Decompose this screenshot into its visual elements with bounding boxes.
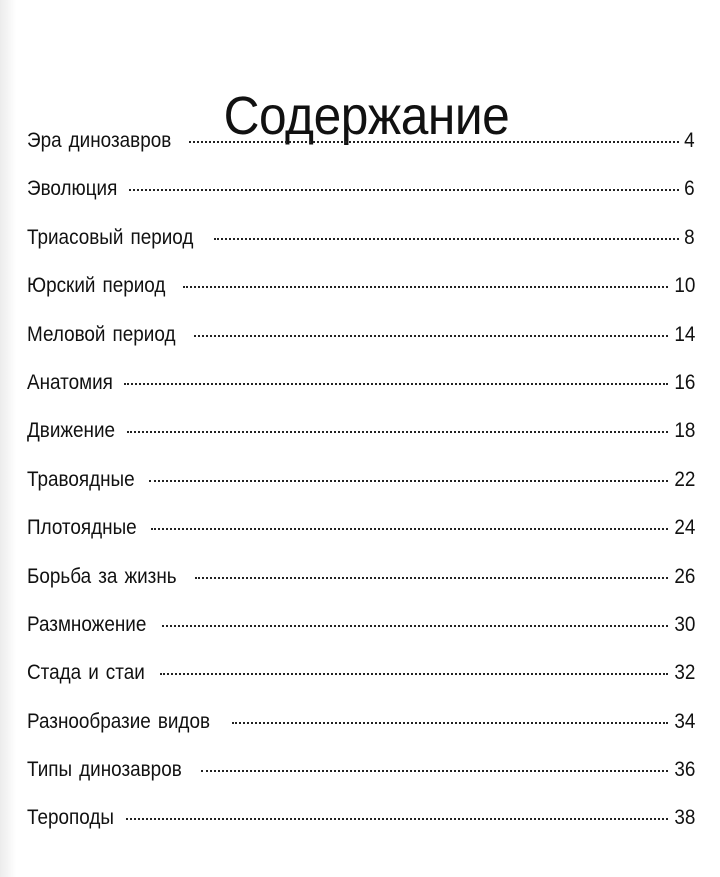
toc-entry[interactable] xyxy=(27,174,695,222)
toc-entry[interactable] xyxy=(27,755,695,803)
toc-entry-page: 22 xyxy=(673,467,695,491)
toc-entry[interactable] xyxy=(27,320,695,368)
toc-entry-label: Анатомия xyxy=(27,370,113,394)
toc-entry-label: Разнообразие видов xyxy=(27,709,211,733)
toc-dot-leader xyxy=(201,769,668,772)
toc-dot-leader xyxy=(183,285,668,288)
toc-entry-label: Типы динозавров xyxy=(27,758,182,782)
toc-entry-label: Стада и стаи xyxy=(27,661,145,685)
toc-entry[interactable] xyxy=(27,610,695,658)
toc-entry[interactable] xyxy=(27,223,695,271)
toc-entry-label: Травоядные xyxy=(27,467,135,491)
toc-dot-leader xyxy=(160,672,668,675)
toc-entry-label: Юрский период xyxy=(27,274,166,298)
toc-entry-label: Движение xyxy=(27,419,116,443)
toc-entry-label: Плотоядные xyxy=(27,516,137,540)
toc-entry[interactable] xyxy=(27,562,695,610)
toc-entry-page: 26 xyxy=(673,564,695,588)
toc-dot-leader xyxy=(162,624,668,627)
toc-entry[interactable] xyxy=(27,368,695,416)
page-title: Содержание xyxy=(223,86,510,147)
toc-entry-label: Триасовый период xyxy=(27,225,194,249)
toc-entry[interactable] xyxy=(27,803,695,851)
toc-entry-page: 38 xyxy=(673,806,695,830)
toc-entry-page: 24 xyxy=(673,516,695,540)
toc-entry-page: 6 xyxy=(684,177,695,201)
toc-entry-page: 32 xyxy=(673,661,695,685)
toc-dot-leader xyxy=(129,188,679,191)
toc-entry-page: 10 xyxy=(673,274,695,298)
toc-entry-page: 14 xyxy=(673,322,695,346)
toc-entry-label: Размножение xyxy=(27,612,147,636)
toc-dot-leader xyxy=(124,382,667,385)
toc-entry-label: Эволюция xyxy=(27,177,118,201)
toc-entry[interactable] xyxy=(27,416,695,464)
toc-entry[interactable] xyxy=(27,658,695,706)
toc-entry[interactable] xyxy=(27,126,695,174)
page-gutter-shadow xyxy=(0,0,16,877)
toc-entry-page: 34 xyxy=(673,709,695,733)
toc-dot-leader xyxy=(151,527,668,530)
toc-entry-page: 30 xyxy=(673,612,695,636)
toc-dot-leader xyxy=(126,817,668,820)
table-of-contents xyxy=(27,126,695,852)
toc-entry-page: 8 xyxy=(684,225,695,249)
toc-entry-label: Борьба за жизнь xyxy=(27,564,177,588)
toc-dot-leader xyxy=(194,334,668,337)
toc-entry-page: 36 xyxy=(673,758,695,782)
toc-entry[interactable] xyxy=(27,707,695,755)
toc-entry-label: Меловой период xyxy=(27,322,176,346)
toc-dot-leader xyxy=(127,430,668,433)
toc-entry[interactable] xyxy=(27,271,695,319)
toc-entry[interactable] xyxy=(27,465,695,513)
toc-dot-leader xyxy=(195,576,667,579)
toc-entry-page: 18 xyxy=(673,419,695,443)
toc-entry-page: 4 xyxy=(684,129,695,152)
toc-dot-leader xyxy=(149,479,668,482)
toc-dot-leader xyxy=(214,237,679,240)
toc-dot-leader xyxy=(189,140,679,143)
toc-entry-label: Эра динозавров xyxy=(27,129,172,152)
toc-entry-page: 16 xyxy=(673,370,695,394)
toc-entry[interactable] xyxy=(27,513,695,561)
toc-dot-leader xyxy=(232,721,667,724)
toc-entry-label: Тероподы xyxy=(27,806,114,830)
